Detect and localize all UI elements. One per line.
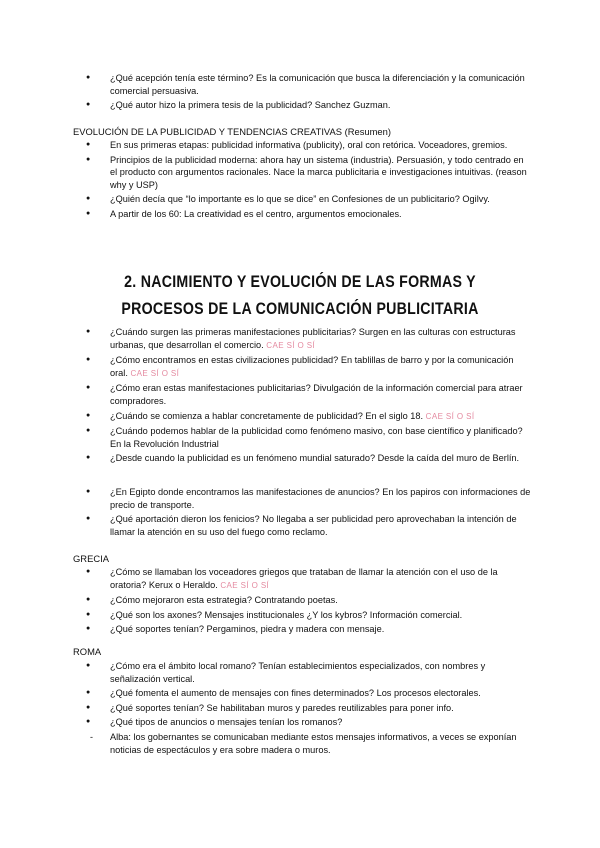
item-text: ¿Cuándo se comienza a hablar concretamente de publicidad? En el siglo 18. xyxy=(110,410,424,421)
list-item: ● ¿En Egipto donde encontramos las manifestaciones de anuncios? En los papiros con informaciones de precio de transporte. xyxy=(0,486,600,511)
list-item xyxy=(0,594,600,607)
list-item: ● ¿Qué soportes tenían? Se habilitaban muros y paredes reutilizables para poner info. xyxy=(0,702,600,715)
list-item: ● ¿Qué aportación dieron los fenicios? No llegaba a ser publicidad pero aprovechaban la intención de llamar la atención en su uso del fuego como reclamo. xyxy=(0,513,600,538)
list-item xyxy=(0,354,600,380)
list-item: ● En sus primeras etapas: publicidad informativa (publicity), oral con retórica. Voceadores, gremios. xyxy=(0,139,600,152)
list-item: ● ¿Qué acepción tenía este término? Es la comunicación que busca la diferenciación y la comunicación comercial persuasiva. xyxy=(0,72,600,97)
list-item xyxy=(0,566,600,592)
item-text: ¿Cómo eran estas manifestaciones publicitarias? Divulgación de la información comercial para atraer compradores. xyxy=(110,383,523,406)
item-text: ¿Qué soportes tenían? Pergaminos, piedra y madera con mensaje. xyxy=(110,624,385,635)
item-text: ¿Cuándo podemos hablar de la publicidad como fenómeno masivo, con base científico y planificado? En la Revolución Industrial xyxy=(110,426,523,449)
list-item xyxy=(0,609,600,622)
section2-list xyxy=(0,326,600,467)
list-item xyxy=(0,410,600,424)
roma-list xyxy=(0,660,600,758)
list-item xyxy=(0,623,600,636)
list-item xyxy=(0,452,600,465)
intro-list xyxy=(0,72,600,114)
list-item: ● ¿Qué tipos de anuncios o mensajes tenían los romanos? xyxy=(0,716,600,729)
list-item: ● A partir de los 60: La creatividad es el centro, argumentos emocionales. xyxy=(0,208,600,221)
list-item xyxy=(0,382,600,407)
list-item: ● ¿Cómo era el ámbito local romano? Tenían establecimientos especializados, con nombres y señalización vertical. xyxy=(0,660,600,685)
cae-si-o-si-tag: CAE SÍ O SÍ xyxy=(266,340,316,350)
list-item xyxy=(0,326,600,352)
item-text: ¿Qué son los axones? Mensajes institucionales ¿Y los kybros? Información comercial. xyxy=(110,609,463,620)
cae-si-o-si-tag: CAE SÍ O SÍ xyxy=(425,411,475,421)
list-item: ● ¿Quién decía que “lo importante es lo que se dice” en Confesiones de un publicitario? Ogilvy. xyxy=(0,193,600,206)
section-title-line1: 2. NACIMIENTO Y EVOLUCIÓN DE LAS FORMAS Y xyxy=(124,273,476,291)
list-item: ● ¿Qué autor hizo la primera tesis de la publicidad? Sanchez Guzman. xyxy=(0,99,600,112)
item-text: ¿Cómo encontramos en estas civilizaciones publicidad? En tablillas de barro y por la comunicación oral. xyxy=(110,355,514,378)
grecia-list xyxy=(0,566,600,638)
list-item: ● ¿Qué fomenta el aumento de mensajes con fines determinados? Los procesos electorales. xyxy=(0,687,600,700)
list-item: - Alba: los gobernantes se comunicaban mediante estos mensajes informativos, a veces se exponían noticias de espectáculos y era sobre madera o muros. xyxy=(0,731,600,756)
section-title-line2: PROCESOS DE LA COMUNICACIÓN PUBLICITARIA xyxy=(121,300,479,318)
item-text: ¿Cómo se llamaban los voceadores griegos que trataban de llamar la atención con el uso de la oratoria? Kerux o Heraldo. xyxy=(110,567,498,590)
item-text: ¿Cómo mejoraron esta estrategia? Contratando poetas. xyxy=(110,595,338,606)
item-text: ¿Cuándo surgen las primeras manifestaciones publicitarias? Surgen en las culturas con estructuras urbanas, que desarrollan el comercio. xyxy=(110,327,516,350)
evolucion-list xyxy=(0,139,600,223)
section2-list-2 xyxy=(0,486,600,540)
cae-si-o-si-tag: CAE SÍ O SÍ xyxy=(130,368,180,378)
list-item: ● Principios de la publicidad moderna: ahora hay un sistema (industria). Persuasión, y todo centrado en el producto con argumentos racionales. Nace la marca publicitaria e investigaciones intuitivas. (reason why y USP) xyxy=(0,154,600,192)
grecia-heading: GRECIA xyxy=(73,553,109,564)
list-item xyxy=(0,425,600,450)
cae-si-o-si-tag: CAE SÍ O SÍ xyxy=(220,580,270,590)
roma-heading: ROMA xyxy=(73,646,102,657)
evolucion-heading: EVOLUCIÓN DE LA PUBLICIDAD Y TENDENCIAS CREATIVAS (Resumen) xyxy=(73,126,391,137)
item-text: ¿Desde cuando la publicidad es un fenómeno mundial saturado? Desde la caída del muro de Berlín. xyxy=(110,453,520,464)
